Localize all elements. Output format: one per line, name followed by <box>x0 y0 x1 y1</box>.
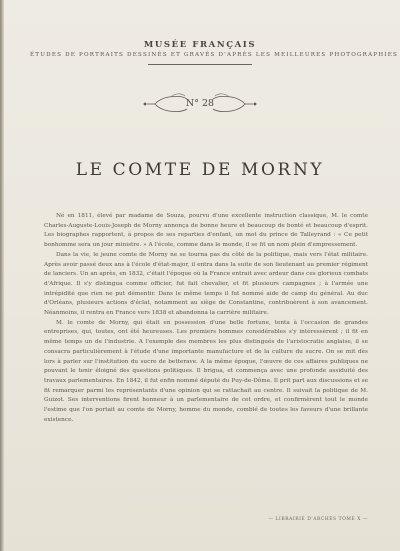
publication-title: MUSÉE FRANÇAIS <box>143 40 257 50</box>
issue-number: N° 28 <box>185 98 215 109</box>
article-title: LE COMTE DE MORNY <box>75 160 325 180</box>
page-edge-shadow <box>0 0 4 551</box>
paragraph: Dans la vie, le jeune comte de Morny ne se tourna pas du côté de la politique, mais vers l'état militaire. Après avoir passé deux ans à l'école d'état-major, il entra dans la suite de son lieutenant au premier régiment de lanciers. Un an après, en 1832, c'était l'époque où la France entrait avec ardeur dans ces glorieux combats d'Afrique. Il s'y distingua comme officier, fut fait chevalier, et fit plusieurs campagnes ; à l'armée une intrépidité que rien ne put démentir. Dans le même temps il fut nommé aide de camp du général. Au duc d'Orléans, plusieurs actions d'éclat, notamment au siège de Constantine, contribuèrent à son avancement. Néanmoins, il rentra en France vers 1838 et abandonna la carrière militaire. <box>44 251 368 317</box>
paragraph: M. le comte de Morny, qui était en possession d'une belle fortune, tenta à l'occasion de grandes entreprises, qui, toutes, ont été heureuses. Les premiers hommes considérables s'y intéressèrent ; il fit en même temps un de l'industrie. A l'exemple des membres les plus distingués de l'aristocratie anglaise, il se consacra particulièrement à l'étude d'une importante manufacture et de la culture du sucre. On se mit dès lors à parler sur l'institution du sucre de betterave. A la même époque, l'œuvre de ces affaires publiques ne pouvant le tenir éloigné des questions politiques. Il brigua, et commença avec une profonde assiduité des travaux parlementaires. En 1842, il fut enfin nommé député du Puy-de-Dôme. Il prit part aux discussions et se fit remarquer parmi les représentants d'une opinion qui se rattachait au centre. Il suivait la politique de M. Guizot. Ses interventions firent honneur à un parlementaire de cet ordre, et confirmèrent tout le monde l'estime que l'on portait au comte de Morny, homme du monde, comblé de toutes les faveurs d'une brillante existence. <box>44 319 368 423</box>
header-rule <box>148 64 252 65</box>
paragraph: Né en 1811, élevé par madame de Souza, pourvu d'une excellente instruction classique, M. le comte Charles-Auguste-Louis-Joseph de Morny annonça de bonne heure et beaucoup de bonté et beaucoup d'esprit. Les biographes rapportent, à propos de ses reparties d'enfant, un mot du prince de Talleyrand : « Ce petit bonhomme sera un jour ministre. » A l'école, comme dans le monde, il se fit un nom plein d'empressement. <box>44 213 368 249</box>
publication-subtitle: ÉTUDES DE PORTRAITS DESSINÉS ET GRAVÉS D'APRÈS LES MEILLEURES PHOTOGRAPHIES <box>30 52 399 58</box>
page-footer: — LIBRAIRIE D'ARCHÈS TOME X — <box>268 517 368 522</box>
article-body <box>44 212 368 425</box>
